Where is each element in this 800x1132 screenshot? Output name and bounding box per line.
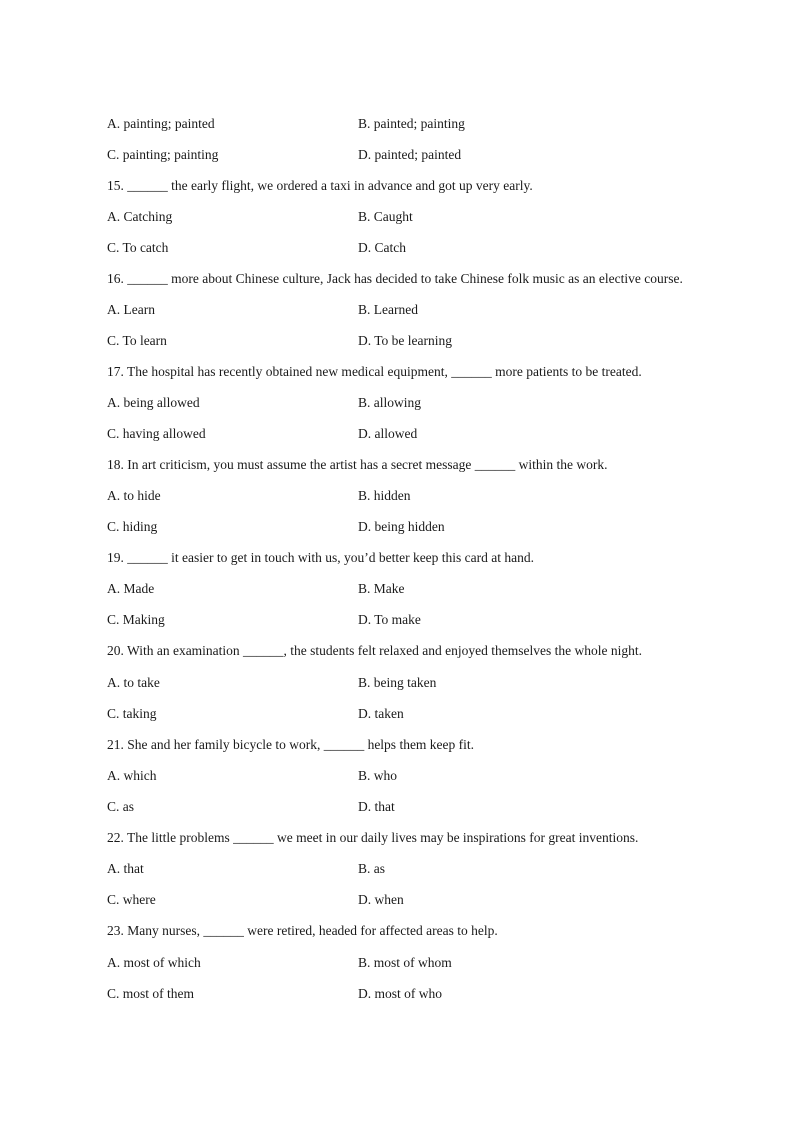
question-18: 18. In art criticism, you must assume the artist has a secret message ______ within the work. bbox=[107, 457, 608, 472]
option-a: A. that bbox=[107, 861, 144, 876]
option-b: B. Learned bbox=[358, 302, 418, 317]
option-a: A. to hide bbox=[107, 488, 161, 503]
option-c: C. hiding bbox=[107, 519, 158, 534]
option-b: B. being taken bbox=[358, 675, 437, 690]
option-c: C. To learn bbox=[107, 333, 167, 348]
option-b: B. Make bbox=[358, 581, 405, 596]
option-a: A. being allowed bbox=[107, 395, 200, 410]
option-d: D. most of who bbox=[358, 986, 442, 1001]
option-c: C. painting; painting bbox=[107, 147, 219, 162]
option-d: D. To be learning bbox=[358, 333, 453, 348]
option-d: D. painted; painted bbox=[358, 147, 462, 162]
option-b: B. hidden bbox=[358, 488, 411, 503]
option-c: C. where bbox=[107, 892, 156, 907]
option-a: A. Catching bbox=[107, 209, 173, 224]
option-a: A. most of which bbox=[107, 955, 201, 970]
question-15: 15. ______ the early flight, we ordered a taxi in advance and got up very early. bbox=[107, 178, 533, 193]
option-d: D. Catch bbox=[358, 240, 406, 255]
option-d: D. when bbox=[358, 892, 404, 907]
option-c: C. as bbox=[107, 799, 134, 814]
option-a: A. Learn bbox=[107, 302, 155, 317]
option-d: D. allowed bbox=[358, 426, 418, 441]
option-c: C. To catch bbox=[107, 240, 169, 255]
option-b: B. as bbox=[358, 861, 385, 876]
question-21: 21. She and her family bicycle to work, ______ helps them keep fit. bbox=[107, 737, 475, 752]
question-22: 22. The little problems ______ we meet in our daily lives may be inspirations for great inventions. bbox=[107, 830, 639, 845]
option-d: D. taken bbox=[358, 706, 404, 721]
option-b: B. allowing bbox=[358, 395, 421, 410]
question-19: 19. ______ it easier to get in touch with us, you’d better keep this card at hand. bbox=[107, 550, 535, 565]
option-a: A. which bbox=[107, 768, 157, 783]
option-a: A. Made bbox=[107, 581, 155, 596]
option-b: B. painted; painting bbox=[358, 116, 465, 131]
question-17: 17. The hospital has recently obtained new medical equipment, ______ more patients to be treated. bbox=[107, 364, 642, 379]
option-c: C. Making bbox=[107, 612, 165, 627]
option-d: D. that bbox=[358, 799, 395, 814]
question-16: 16. ______ more about Chinese culture, Jack has decided to take Chinese folk music as an elective course. bbox=[107, 271, 683, 286]
option-d: D. being hidden bbox=[358, 519, 445, 534]
option-b: B. who bbox=[358, 768, 398, 783]
option-b: B. most of whom bbox=[358, 955, 452, 970]
question-23: 23. Many nurses, ______ were retired, headed for affected areas to help. bbox=[107, 923, 498, 938]
option-a: A. painting; painted bbox=[107, 116, 215, 131]
option-c: C. having allowed bbox=[107, 426, 206, 441]
option-a: A. to take bbox=[107, 675, 160, 690]
option-d: D. To make bbox=[358, 612, 421, 627]
question-20: 20. With an examination ______, the students felt relaxed and enjoyed themselves the whole night. bbox=[107, 643, 642, 658]
option-c: C. taking bbox=[107, 706, 157, 721]
option-c: C. most of them bbox=[107, 986, 194, 1001]
option-b: B. Caught bbox=[358, 209, 413, 224]
